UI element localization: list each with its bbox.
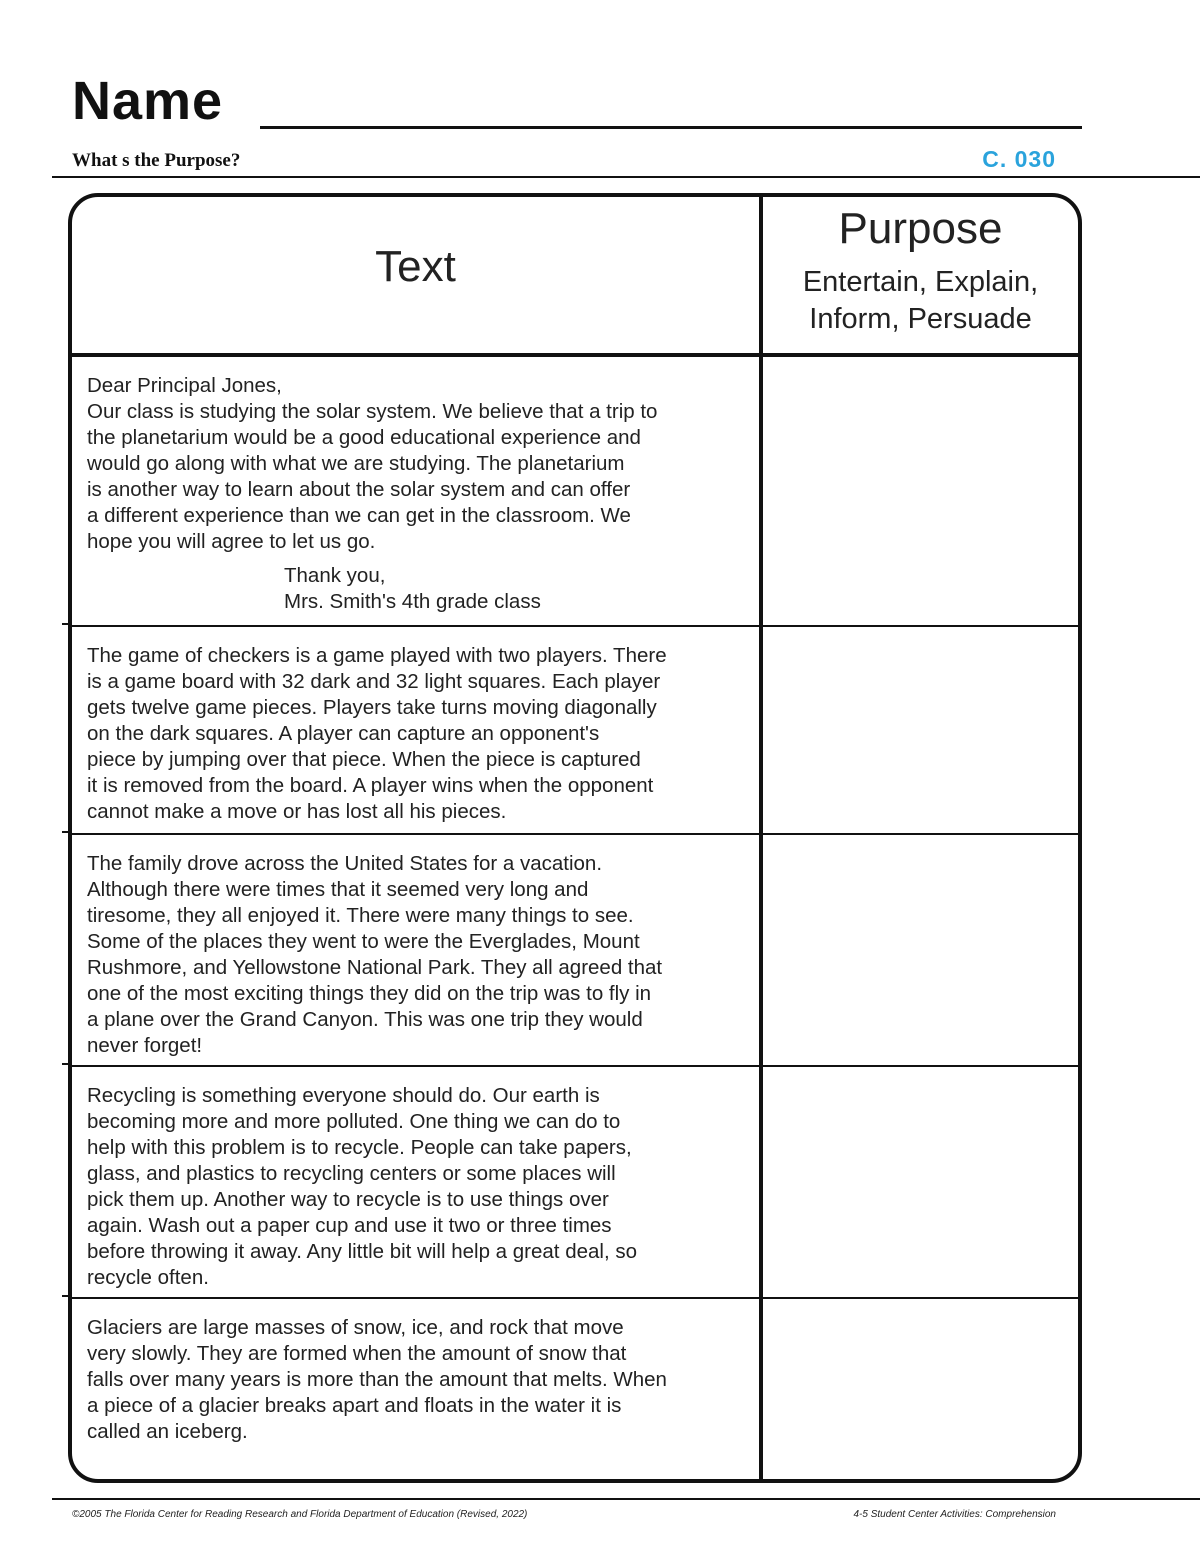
- passage-line: would go along with what we are studying. The planetarium: [87, 452, 625, 475]
- passage-line: The family drove across the United States for a vacation.: [87, 852, 603, 875]
- passage-line: Dear Principal Jones,: [87, 374, 282, 397]
- purpose-options: [763, 264, 1078, 339]
- passage-line: one of the most exciting things they did on the trip was to fly in: [87, 982, 652, 1005]
- passage-line: a different experience than we can get in the classroom. We: [87, 504, 631, 527]
- passage-line: Glaciers are large masses of snow, ice, and rock that move: [87, 1316, 624, 1339]
- passage-line: Some of the places they went to were the Everglades, Mount: [87, 930, 640, 953]
- passage-line: is a game board with 32 dark and 32 light squares. Each player: [87, 670, 661, 693]
- passage-line: before throwing it away. Any little bit will help a great deal, so: [87, 1240, 637, 1263]
- footer-divider: [52, 1498, 1200, 1500]
- passage-line: on the dark squares. A player can capture an opponent's: [87, 722, 600, 745]
- passage-line: pick them up. Another way to recycle is to use things over: [87, 1188, 609, 1211]
- passage-line: very slowly. They are formed when the amount of snow that: [87, 1342, 627, 1365]
- row-tick: [62, 1295, 68, 1297]
- passage-line: falls over many years is more than the amount that melts. When: [87, 1368, 667, 1391]
- passage-line: a piece of a glacier breaks apart and floats in the water it is: [87, 1394, 622, 1417]
- letter-closing: Thank you,: [284, 564, 386, 587]
- passage-text: [87, 643, 755, 825]
- passage-line: Although there were times that it seemed very long and: [87, 878, 589, 901]
- passage-line: gets twelve game pieces. Players take turns moving diagonally: [87, 696, 657, 719]
- row-tick: [62, 623, 68, 625]
- purpose-options-line-1: Entertain, Explain,: [802, 265, 1039, 298]
- table-row: [72, 1067, 1078, 1299]
- purpose-table: [68, 193, 1082, 1483]
- purpose-options-line-2: Inform, Persuade: [809, 303, 1032, 336]
- passage-line: the planetarium would be a good educational experience and: [87, 426, 641, 449]
- table-header-row: [72, 197, 1078, 357]
- passage-text: [87, 373, 755, 615]
- passage-line: piece by jumping over that piece. When the piece is captured: [87, 748, 641, 771]
- passage-line: The game of checkers is a game played with two players. There: [87, 644, 667, 667]
- passage-text: [87, 1083, 755, 1291]
- passage-line: recycle often.: [87, 1266, 209, 1289]
- passage-line: hope you will agree to let us go.: [87, 530, 376, 553]
- copyright-notice: ©2005 The Florida Center for Reading Research and Florida Department of Education (Revised, 2022): [72, 1509, 528, 1520]
- name-blank-line[interactable]: [260, 126, 1082, 129]
- passage-text: [87, 851, 755, 1059]
- worksheet-title: What s the Purpose?: [72, 150, 241, 171]
- row-tick: [62, 831, 68, 833]
- passage-line: becoming more and more polluted. One thing we can do to: [87, 1110, 621, 1133]
- header-divider: [52, 176, 1200, 178]
- activity-code: C. 030: [982, 146, 1056, 172]
- purpose-header-title: Purpose: [838, 204, 1003, 253]
- passage-line: is another way to learn about the solar system and can offer: [87, 478, 631, 501]
- table-row: [72, 835, 1078, 1067]
- table-row: [72, 1299, 1078, 1483]
- passage-line: help with this problem is to recycle. People can take papers,: [87, 1136, 632, 1159]
- passage-line: again. Wash out a paper cup and use it two or three times: [87, 1214, 612, 1237]
- passage-line: called an iceberg.: [87, 1420, 248, 1443]
- passage-line: it is removed from the board. A player wins when the opponent: [87, 774, 654, 797]
- series-title: 4-5 Student Center Activities: Comprehension: [853, 1509, 1056, 1520]
- passage-line: Recycling is something everyone should do. Our earth is: [87, 1084, 600, 1107]
- passage-line: cannot make a move or has lost all his pieces.: [87, 800, 507, 823]
- table-row: [72, 627, 1078, 835]
- passage-text: [87, 1315, 755, 1445]
- passage-line: a plane over the Grand Canyon. This was one trip they would: [87, 1008, 643, 1031]
- letter-signature: Mrs. Smith's 4th grade class: [284, 590, 541, 613]
- passage-line: never forget!: [87, 1034, 203, 1057]
- text-column-header: Text: [375, 242, 456, 291]
- row-tick: [62, 1063, 68, 1065]
- passage-line: glass, and plastics to recycling centers or some places will: [87, 1162, 616, 1185]
- passage-line: tiresome, they all enjoyed it. There were many things to see.: [87, 904, 634, 927]
- passage-line: Rushmore, and Yellowstone National Park. They all agreed that: [87, 956, 663, 979]
- purpose-column-header: [763, 203, 1078, 339]
- table-row: [72, 357, 1078, 627]
- name-label: Name: [72, 71, 224, 131]
- passage-line: Our class is studying the solar system. We believe that a trip to: [87, 400, 658, 423]
